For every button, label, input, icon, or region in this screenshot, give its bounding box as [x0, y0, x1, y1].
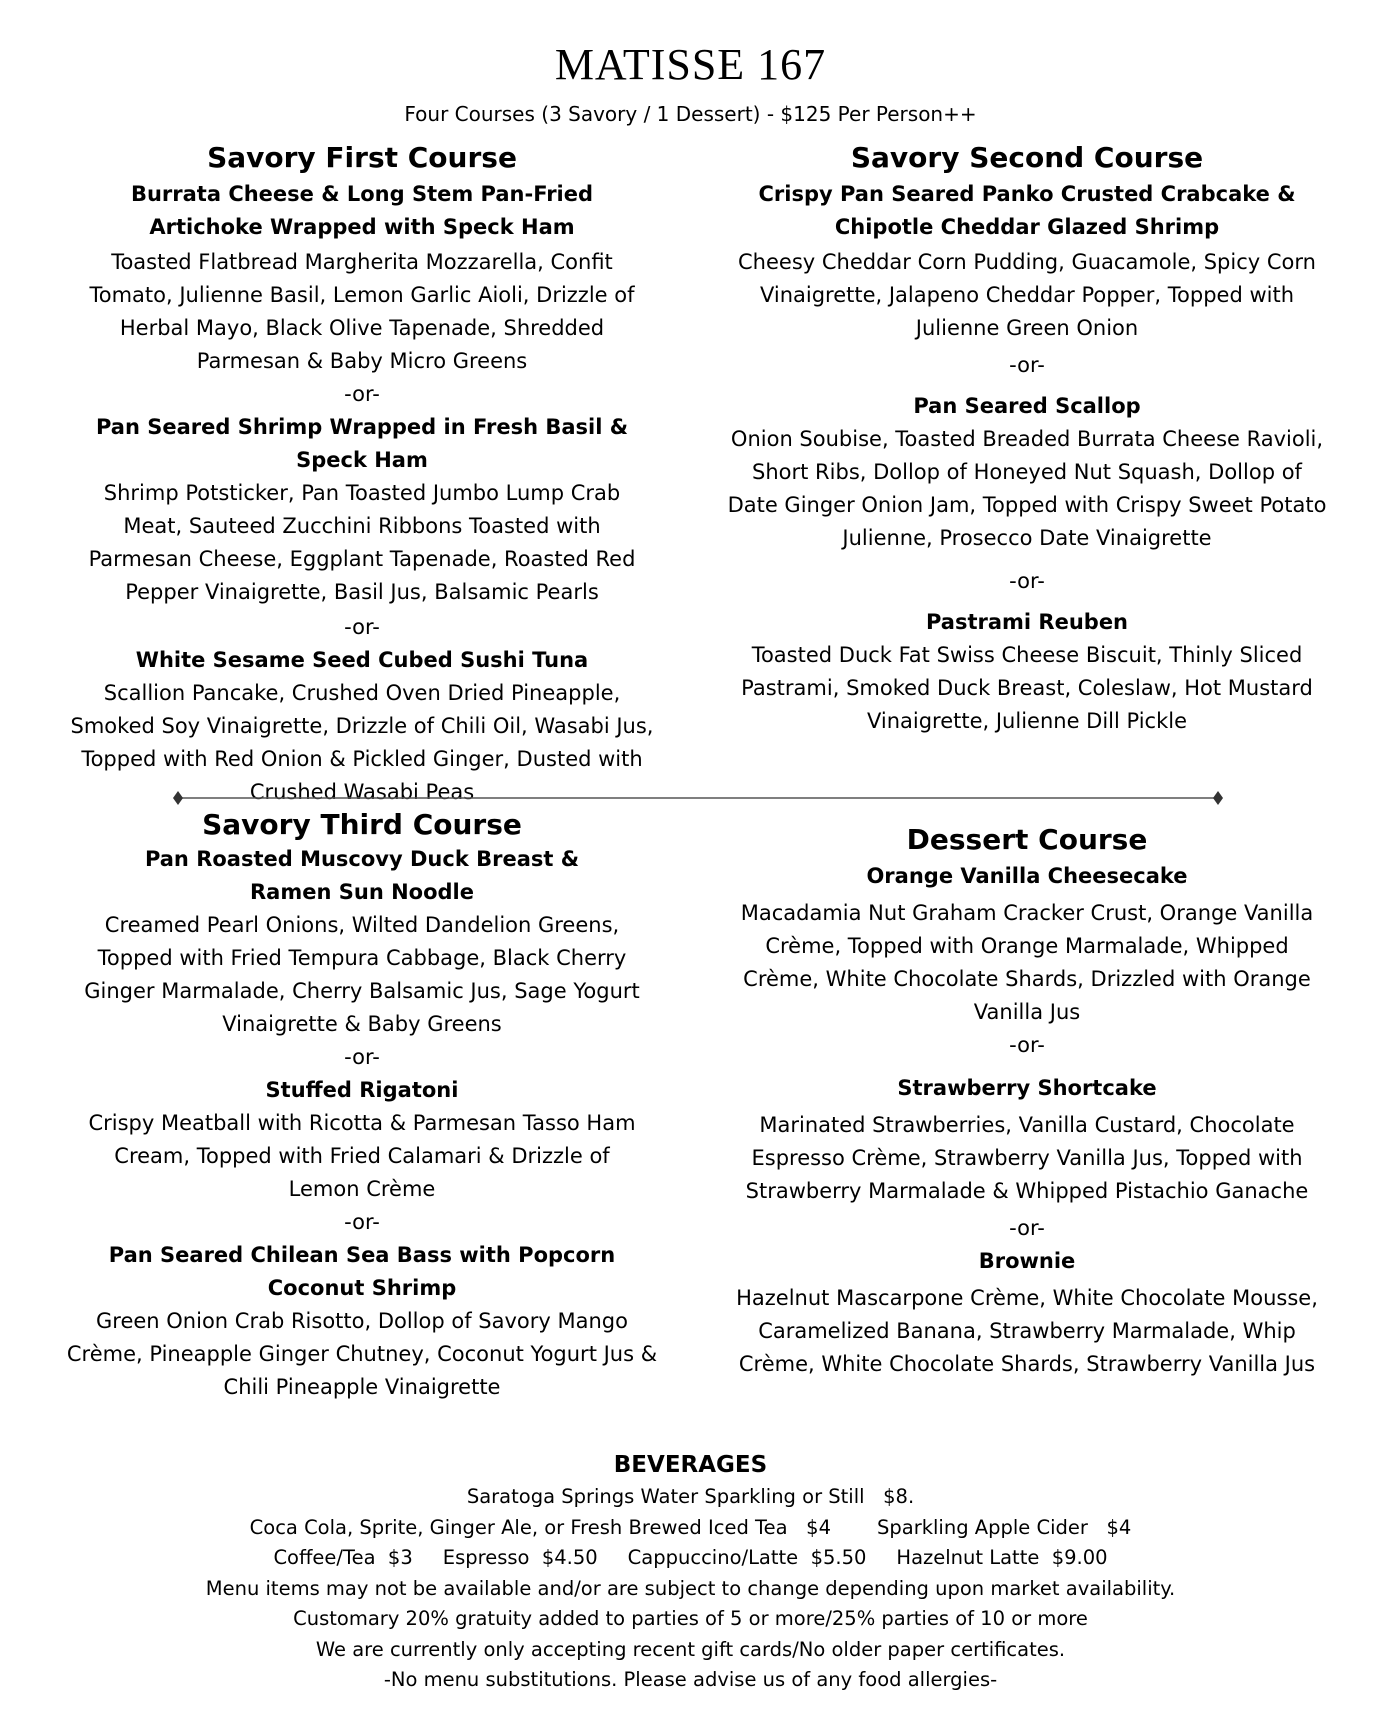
dish-description: Marinated Strawberries, Vanilla Custard, Chocolate Espresso Crème, Strawberry Vanilla Jus, Topped with Strawberry Marmalade & Whipped Pistachio Ganache [745, 1113, 1309, 1203]
hazelnut-latte-item: Hazelnut Latte $9.00 [896, 1546, 1108, 1569]
dish-description: Toasted Duck Fat Swiss Cheese Biscuit, Thinly Sliced Pastrami, Smoked Duck Breast, Coleslaw, Hot Mustard Vinaigrette, Julienne Dill Pickle [741, 643, 1313, 733]
course-title: Savory Third Course [202, 808, 522, 841]
or-separator: -or- [344, 615, 380, 639]
or-separator: -or- [344, 382, 380, 406]
dish-description: Green Onion Crab Risotto, Dollop of Savory Mango Crème, Pineapple Ginger Chutney, Coconut Yogurt Jus & Chili Pineapple Vinaigrette [66, 1309, 658, 1399]
dish-name: Pan Seared Chilean Sea Bass with Popcorn Coconut Shrimp [108, 1243, 616, 1300]
dish-description: Hazelnut Mascarpone Crème, White Chocolate Mousse, Caramelized Banana, Strawberry Marmalade, Whip Crème, White Chocolate Shards, Strawberry Vanilla Jus [736, 1286, 1318, 1376]
dish-description: Shrimp Potsticker, Pan Toasted Jumbo Lump Crab Meat, Sauteed Zucchini Ribbons Toasted with Parmesan Cheese, Eggplant Tapenade, Roasted Red Pepper Vinaigrette, Basil Jus, Balsamic Pearls [88, 481, 636, 604]
availability-note: Menu items may not be available and/or are subject to change depending upon market availability. [205, 1576, 1176, 1600]
dish-name: Pan Seared Scallop [913, 394, 1141, 418]
or-separator: -or- [344, 1210, 380, 1234]
or-separator: -or- [1009, 353, 1045, 377]
beverages-section [0, 1448, 1381, 1696]
dish-description: Onion Soubise, Toasted Breaded Burrata Cheese Ravioli, Short Ribs, Dollop of Honeyed Nut Squash, Dollop of Date Ginger Onion Jam, Topped with Crispy Sweet Potato Julienne, Prosecco Date Vinaigrette [727, 427, 1327, 550]
right-diamond-ornament [1213, 791, 1223, 805]
left-diamond-ornament [173, 791, 183, 805]
dish-name: Pan Roasted Muscovy Duck Breast & Ramen Sun Noodle [144, 847, 580, 904]
or-separator: -or- [1009, 1033, 1045, 1057]
or-separator: -or- [344, 1045, 380, 1069]
third-course-section [62, 807, 662, 1404]
dish-name: Brownie [978, 1249, 1076, 1273]
espresso-item: Espresso $4.50 [442, 1546, 598, 1569]
or-separator: -or- [1009, 569, 1045, 593]
first-course-section [62, 140, 662, 809]
dish-name: Stuffed Rigatoni [265, 1078, 459, 1102]
cider-item: Sparkling Apple Cider $4 [876, 1515, 1132, 1539]
course-title: Savory First Course [207, 141, 517, 174]
coffee-line [0, 1543, 1381, 1574]
restaurant-title: MATISSE 167 [554, 40, 827, 89]
dish-description: Crispy Meatball with Ricotta & Parmesan Tasso Ham Cream, Topped with Fried Calamari & Drizzle of Lemon Crème [88, 1111, 636, 1201]
dish-description: Cheesy Cheddar Corn Pudding, Guacamole, Spicy Corn Vinaigrette, Jalapeno Cheddar Popper, Topped with Julienne Green Onion [738, 250, 1316, 340]
cappuccino-item: Cappuccino/Latte $5.50 [627, 1546, 867, 1569]
substitutions-note: -No menu substitutions. Please advise us of any food allergies- [383, 1668, 998, 1691]
soda-cider-line [0, 1513, 1381, 1544]
dish-name: Orange Vanilla Cheesecake [866, 864, 1188, 888]
course-title: Savory Second Course [850, 141, 1204, 174]
or-separator: -or- [1009, 1216, 1045, 1240]
dish-name: Pan Seared Shrimp Wrapped in Fresh Basil & Speck Ham [95, 415, 629, 472]
gratuity-note: Customary 20% gratuity added to parties of 5 or more/25% parties of 10 or more [293, 1607, 1088, 1630]
gift-card-note: We are currently only accepting recent gift cards/No older paper certificates. [315, 1637, 1066, 1661]
beverages-title: BEVERAGES [613, 1452, 768, 1478]
dish-name: Strawberry Shortcake [897, 1076, 1157, 1100]
dessert-course-section [727, 822, 1327, 1381]
course-title: Dessert Course [906, 823, 1148, 856]
dish-name: Pastrami Reuben [925, 610, 1129, 634]
dish-name: Crispy Pan Seared Panko Crusted Crabcake & Chipotle Cheddar Glazed Shrimp [758, 182, 1296, 239]
dish-description: Creamed Pearl Onions, Wilted Dandelion Greens, Topped with Fried Tempura Cabbage, Black Cherry Ginger Marmalade, Cherry Balsamic Jus, Sage Yogurt Vinaigrette & Baby Greens [84, 913, 640, 1036]
dish-name: White Sesame Seed Cubed Sushi Tuna [135, 648, 589, 672]
dish-description: Toasted Flatbread Margherita Mozzarella, Confit Tomato, Julienne Basil, Lemon Garlic Aioli, Drizzle of Herbal Mayo, Black Olive Tapenade, Shredded Parmesan & Baby Micro Greens [89, 250, 635, 373]
dish-name: Burrata Cheese & Long Stem Pan-Fried Artichoke Wrapped with Speck Ham [130, 182, 594, 239]
soda-item: Coca Cola, Sprite, Ginger Ale, or Fresh Brewed Iced Tea $4 [249, 1515, 831, 1539]
dish-description: Macadamia Nut Graham Cracker Crust, Orange Vanilla Crème, Topped with Orange Marmalade, Whipped Crème, White Chocolate Shards, Drizzled with Orange Vanilla Jus [740, 901, 1314, 1024]
dish-description: Scallion Pancake, Crushed Oven Dried Pineapple, Smoked Soy Vinaigrette, Drizzle of Chili Oil, Wasabi Jus, Topped with Red Onion & Pickled Ginger, Dusted with Crushed Wasabi Peas [70, 681, 654, 804]
menu-subtitle: Four Courses (3 Savory / 1 Dessert) - $125 Per Person++ [404, 102, 977, 126]
coffee-item: Coffee/Tea $3 [273, 1546, 413, 1569]
second-course-section [727, 140, 1327, 738]
water-line: Saratoga Springs Water Sparkling or Still $8. [466, 1485, 915, 1508]
section-divider [172, 791, 1224, 805]
